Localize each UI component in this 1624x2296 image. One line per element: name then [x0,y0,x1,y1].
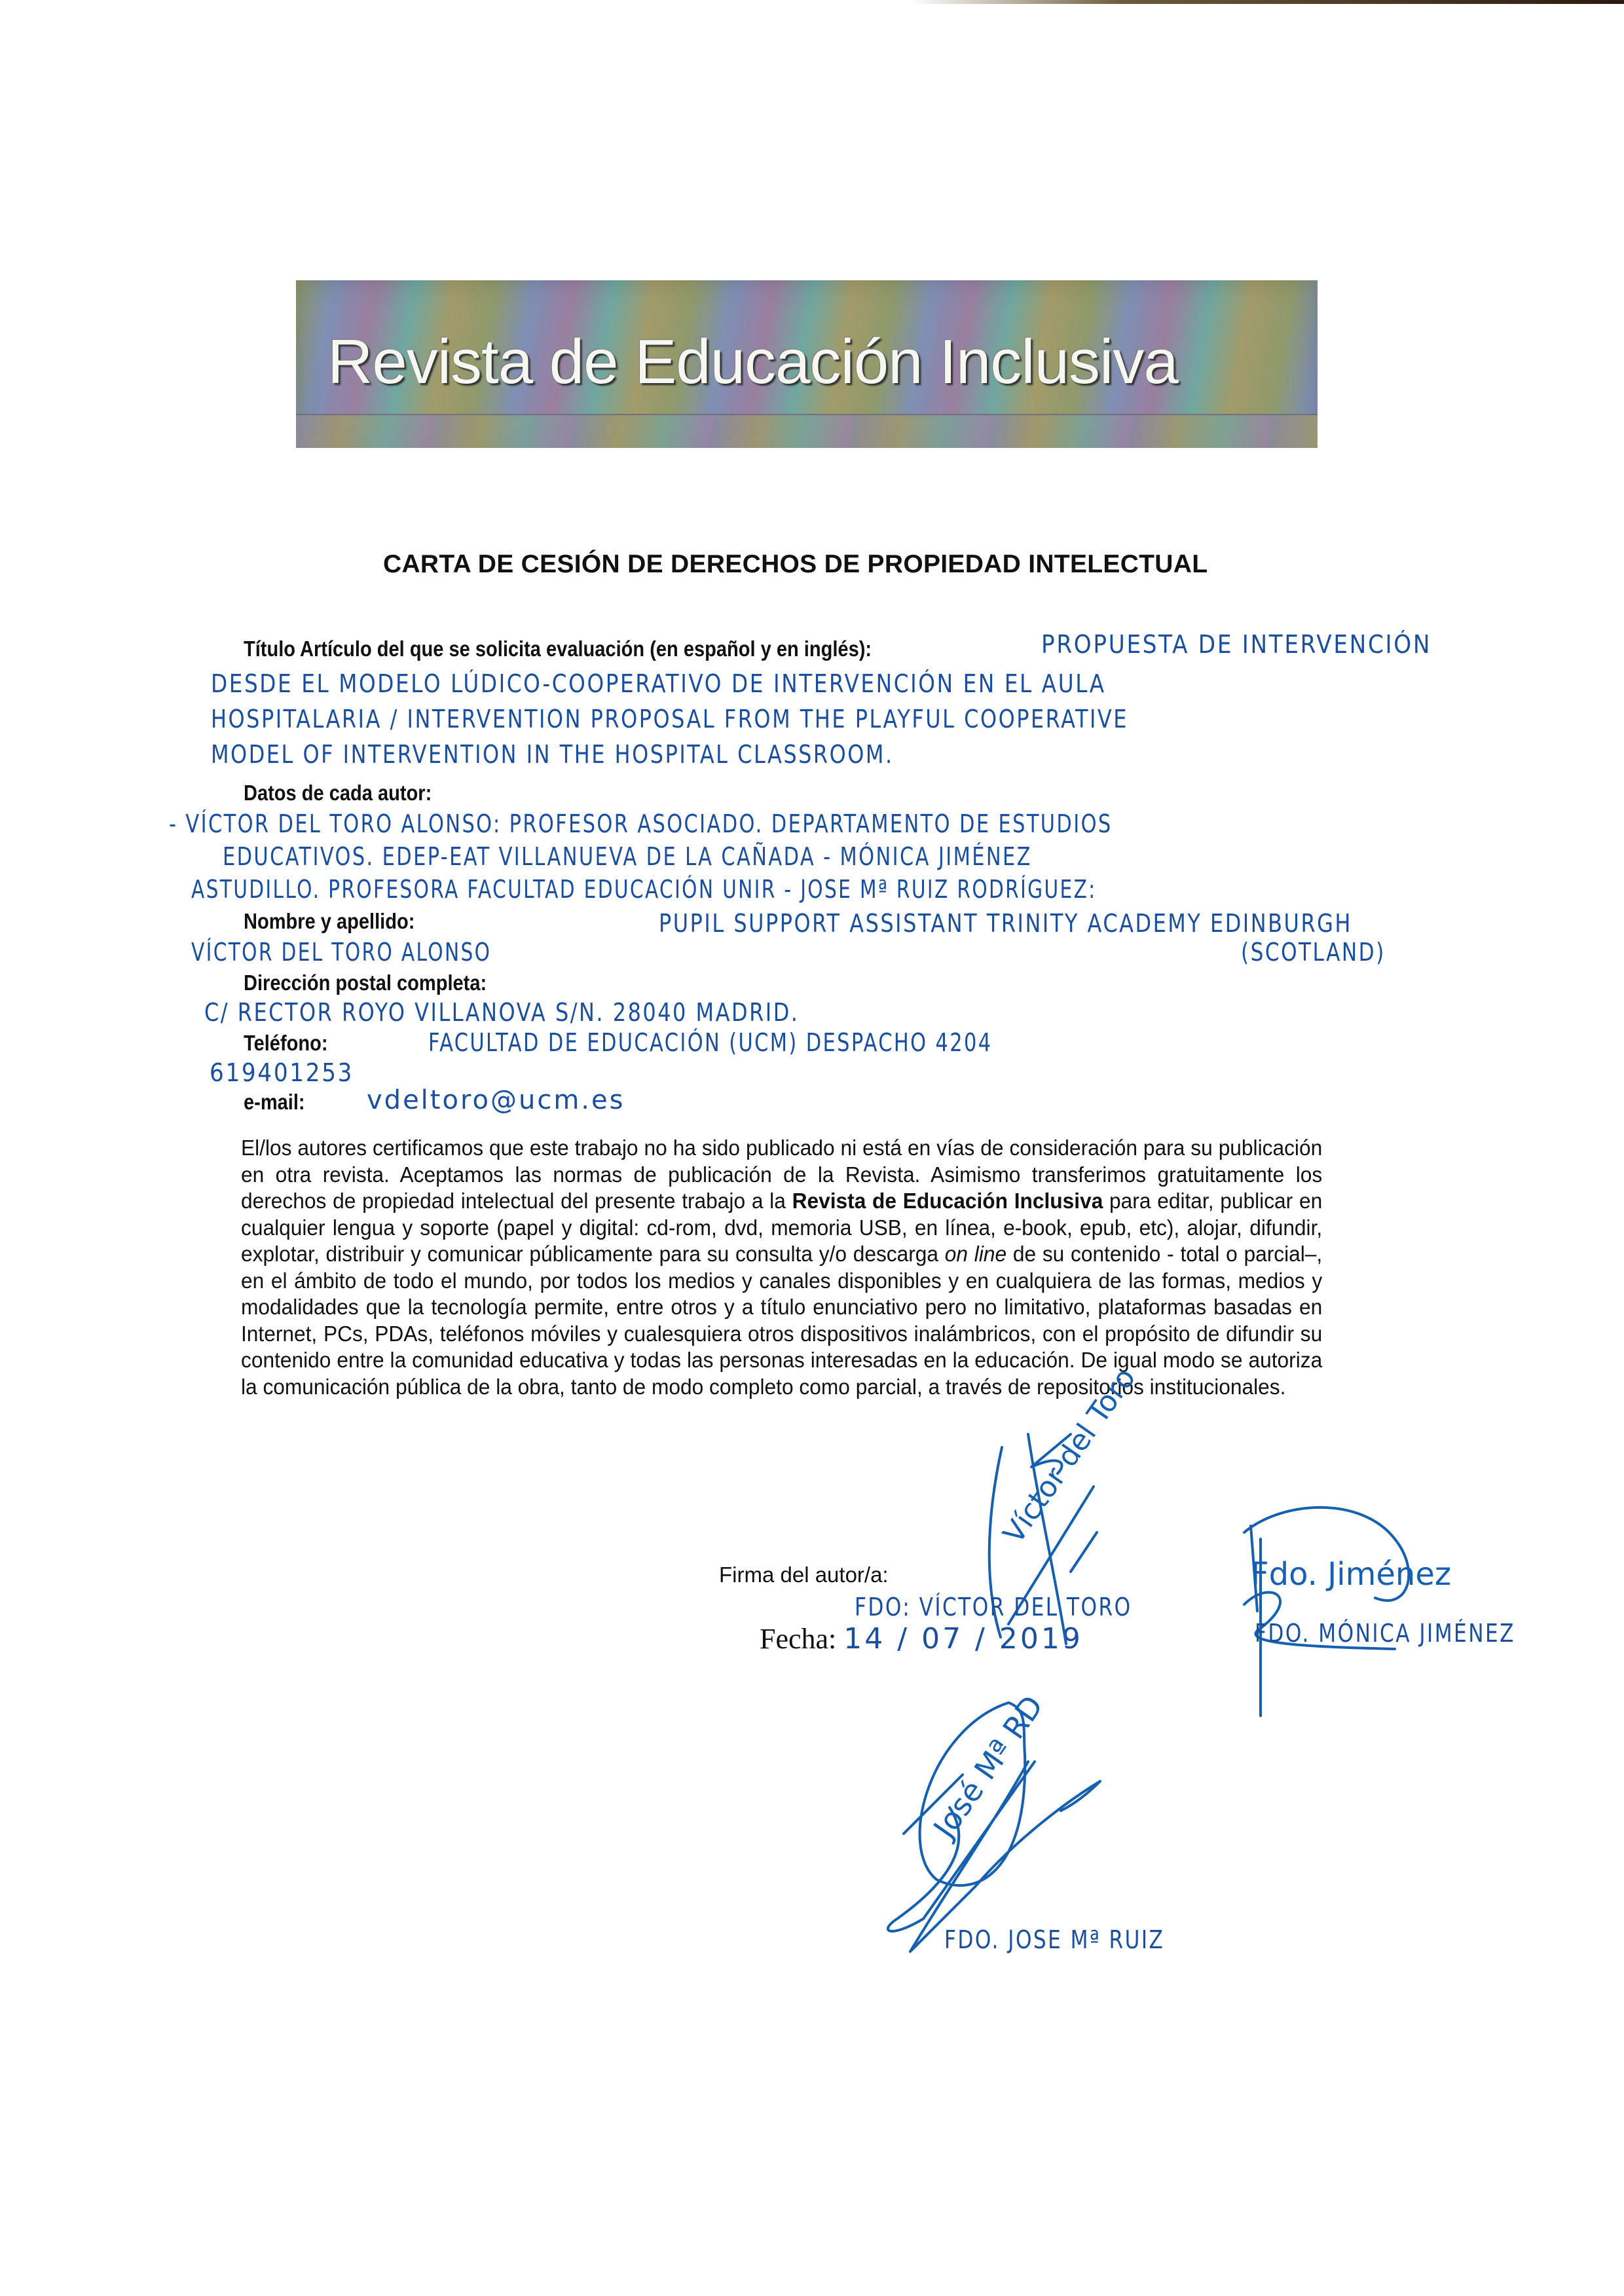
authors-line-2: EDUCATIVOS. EDEP-EAT VILLANUEVA DE LA CAÑADA - MÓNICA JIMÉNEZ [223,842,1032,871]
address-line-2: FACULTAD DE EDUCACIÓN (UCM) DESPACHO 4204 [428,1028,993,1057]
authors-label: Datos de cada autor: [244,781,432,805]
authors-line-5: (SCOTLAND) [1241,938,1386,967]
signer-3-printed-name: FDO. JOSE Mª RUIZ [944,1925,1165,1954]
article-title-line-3: HOSPITALARIA / INTERVENTION PROPOSAL FROM THE PLAYFUL COOPERATIVE [211,705,1128,733]
statement-part-3: de su contenido - total o parcial–, en el ámbito de todo el mundo, por todos los medios y canales disponibles y en cualquiera de las formas, medios y modalidades que la tecnología permite, entre otros y a título enunciativo pero no limitativo, plataformas basadas en Internet, PCs, PDAs, teléfonos móviles y cualesquiera otros dispositivos inalámbricos, con el propósito de difundir su contenido entre la comunidad educativa y todas las personas interesadas en la educación. De igual modo se autoriza la comunicación pública de la obra, tanto de modo completo como parcial, a través de repositorios institucionales. [241,1242,1323,1399]
journal-banner [296,280,1318,448]
banner-stripe [296,414,1318,448]
authors-line-1: - VÍCTOR DEL TORO ALONSO: PROFESOR ASOCIADO. DEPARTAMENTO DE ESTUDIOS [169,809,1113,838]
document-title: CARTA DE CESIÓN DE DERECHOS DE PROPIEDAD INTELECTUAL [383,550,1208,578]
name-value: VÍCTOR DEL TORO ALONSO [191,938,492,967]
statement-online: on line [944,1242,1007,1266]
authors-line-4: PUPIL SUPPORT ASSISTANT TRINITY ACADEMY EDINBURGH [659,909,1352,938]
phone-label: Teléfono: [244,1031,328,1055]
signature-3-script: José Mª RD [926,1688,1050,1845]
email-value: vdeltoro@ucm.es [367,1085,625,1115]
phone-value: 619401253 [210,1058,354,1087]
rights-statement [241,1135,1322,1400]
address-label: Dirección postal completa: [244,971,487,995]
date-label: Fecha: [760,1623,837,1655]
authors-line-3: ASTUDILLO. PROFESORA FACULTAD EDUCACIÓN UNIR - JOSE Mª RUIZ RODRÍGUEZ: [191,875,1097,904]
statement-journal-name: Revista de Educación Inclusiva [792,1189,1103,1213]
article-title-line-1: PROPUESTA DE INTERVENCIÓN [1041,630,1432,659]
journal-banner-title: Revista de Educación Inclusiva [327,327,1178,397]
signature-1-script: Víctor del Toro [997,1361,1143,1550]
article-title-line-4: MODEL OF INTERVENTION IN THE HOSPITAL CLASSROOM. [211,740,894,769]
signer-1-printed-name: FDO: VÍCTOR DEL TORO [855,1593,1132,1621]
signature-jose-ruiz [871,1676,1185,1952]
signature-2-script: Fdo. Jiménez [1251,1556,1452,1593]
name-label: Nombre y apellido: [244,909,415,933]
scan-edge-artifact [910,0,1624,4]
email-label: e-mail: [244,1090,305,1114]
statement-part-2: para editar, publicar en cualquier lengua y soporte (papel y digital: cd-rom, dvd, memoria USB, en línea, e-book, epub, etc), alojar, difundir, explotar, distribuir y comunicar públicamente para su consulta y/o descarga [241,1189,1323,1266]
article-title-label: Título Artículo del que se solicita evaluación (en español y en inglés): [244,637,872,661]
signature-label: Firma del autor/a: [719,1563,889,1587]
address-line-1: C/ RECTOR ROYO VILLANOVA S/N. 28040 MADRID. [204,998,800,1027]
signer-2-printed-name: FDO. MÓNICA JIMÉNEZ [1255,1619,1515,1648]
date-value: 14 / 07 / 2019 [843,1622,1083,1656]
article-title-line-2: DESDE EL MODELO LÚDICO-COOPERATIVO DE INTERVENCIÓN EN EL AULA [211,669,1106,698]
statement-part-1: El/los autores certificamos que este trabajo no ha sido publicado ni está en vías de consideración para su publicación en otra revista. Aceptamos las normas de publicación de la Revista. Asimismo transferimos gratuitamente los derechos de propiedad intelectual del presente trabajo a la [241,1136,1323,1213]
